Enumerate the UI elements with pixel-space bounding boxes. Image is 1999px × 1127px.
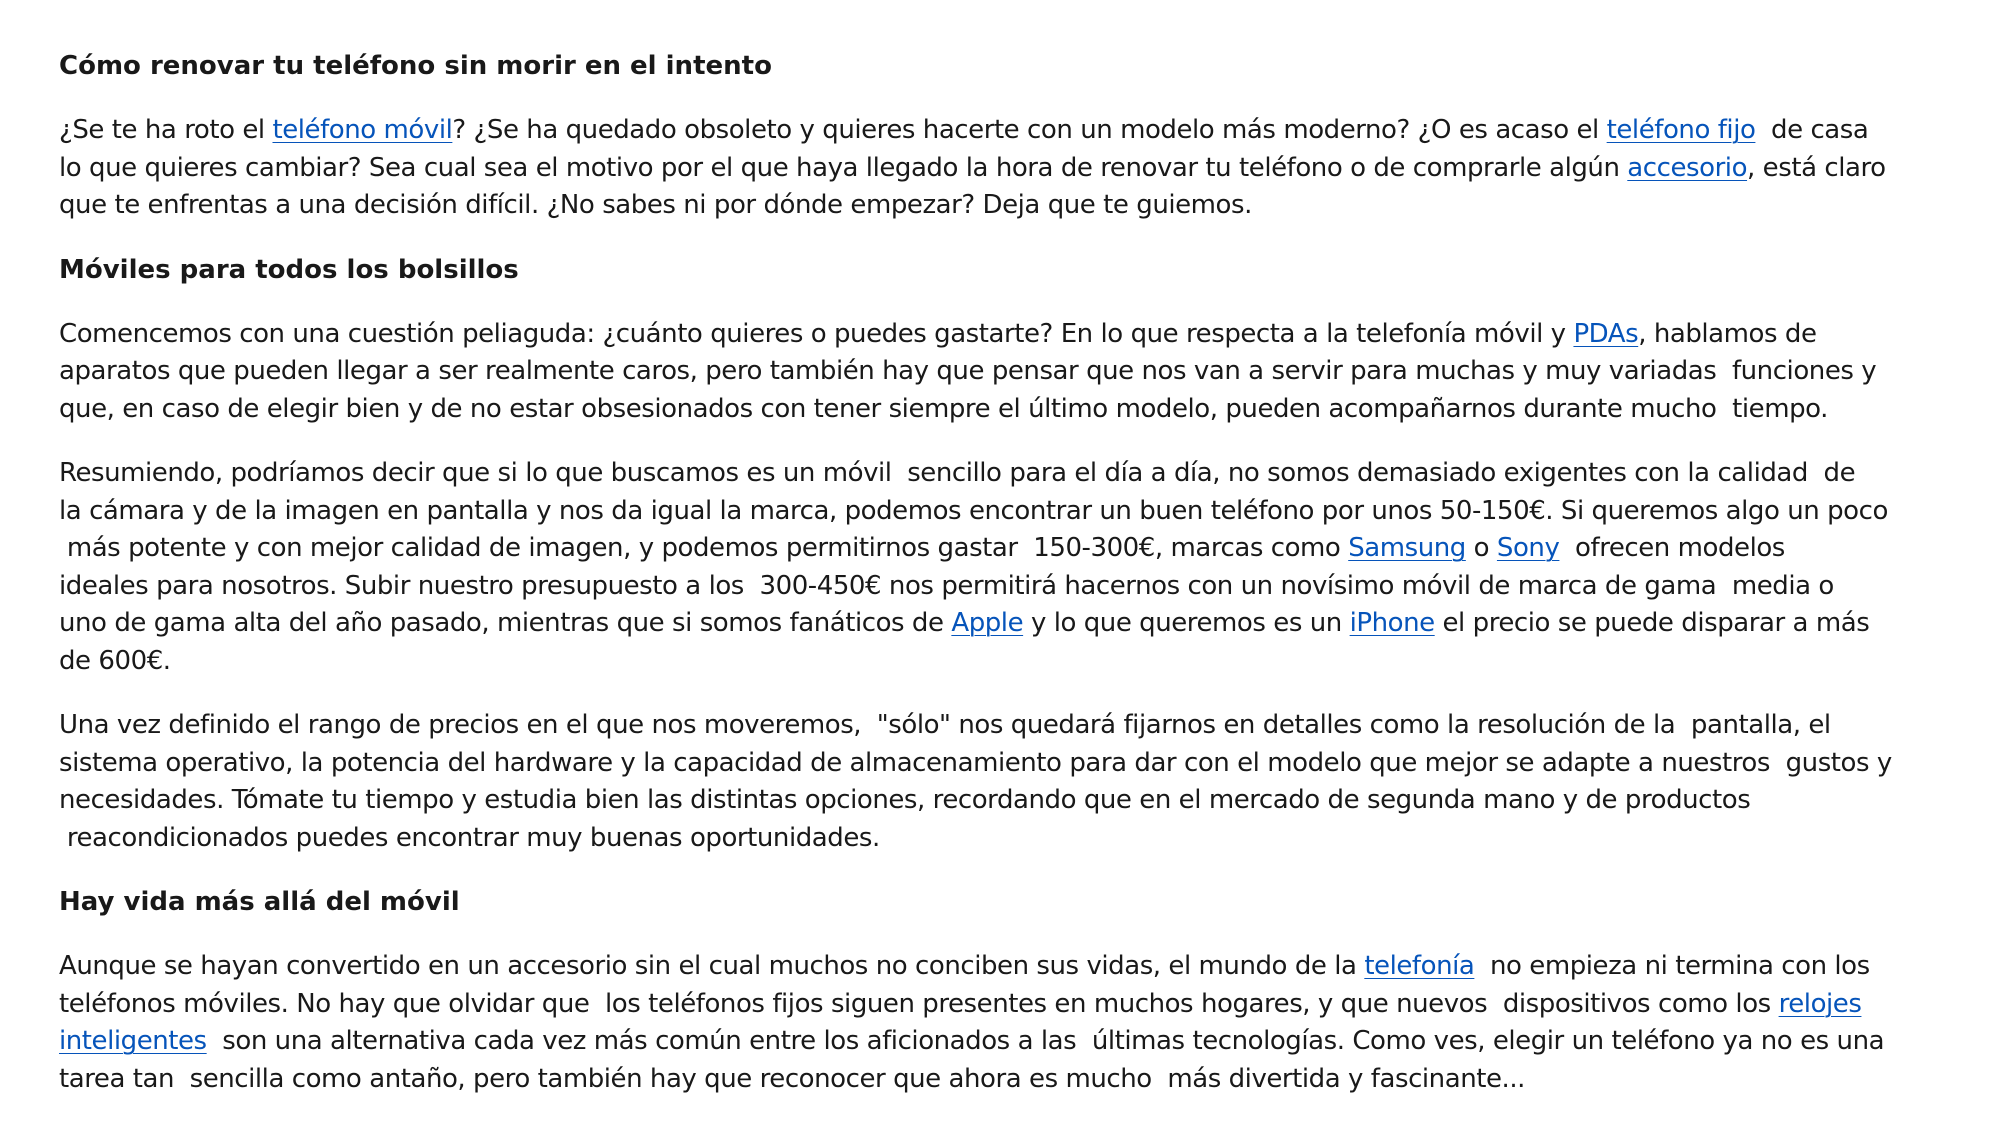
text-segment: más potente y con mejor calidad de imagen, y podemos permitirnos gastar 150-300€, marcas como xyxy=(59,533,1349,563)
text-line: ideales para nosotros. Subir nuestro presupuesto a los 300-450€ nos permitirá hacernos con un novísimo móvil de marca de gama media o xyxy=(59,570,1834,601)
text-segment: , hablamos de xyxy=(1638,318,1817,349)
text-line: tarea tan sencilla como antaño, pero también hay que reconocer que ahora es mucho más divertida y fascinante... xyxy=(59,1063,1525,1094)
link-telefonia[interactable]: telefonía xyxy=(1364,951,1475,981)
text-line xyxy=(59,948,1979,986)
text-line xyxy=(59,316,1979,354)
paragraph-mas-alla-movil xyxy=(59,948,1979,1098)
text-segment: , está claro xyxy=(1747,152,1886,183)
link-iphone[interactable]: iPhone xyxy=(1349,608,1435,638)
text-segment: el precio se puede disparar a más xyxy=(1434,608,1870,638)
text-segment: lo que quieres cambiar? Sea cual sea el motivo por el que haya llegado la hora de renovar tu teléfono o de comprarle algún xyxy=(59,152,1628,183)
text-line: Resumiendo, podríamos decir que si lo que buscamos es un móvil sencillo para el día a día, no somos demasiado exigentes con la calidad de xyxy=(59,458,1856,488)
text-segment: Aunque se hayan convertido en un accesorio sin el cual muchos no conciben sus vidas, el mundo de la xyxy=(59,951,1365,981)
link-apple[interactable]: Apple xyxy=(951,608,1024,638)
text-line xyxy=(59,605,1979,643)
text-line: sistema operativo, la potencia del hardware y la capacidad de almacenamiento para dar con el modelo que mejor se adapte a nuestros gustos y xyxy=(59,747,1892,778)
link-telefono-fijo[interactable]: teléfono fijo xyxy=(1606,115,1756,145)
paragraph-presupuesto xyxy=(59,316,1979,429)
paragraph-resumiendo xyxy=(59,455,1979,680)
text-line: la cámara y de la imagen en pantalla y nos da igual la marca, podemos encontrar un buen teléfono por unos 50-150€. Si queremos algo un poco xyxy=(59,495,1888,526)
text-segment: y lo que queremos es un xyxy=(1023,608,1350,638)
link-samsung[interactable]: Samsung xyxy=(1348,533,1466,563)
text-line xyxy=(59,530,1979,568)
text-line: necesidades. Tómate tu tiempo y estudia bien las distintas opciones, recordando que en el mercado de segunda mano y de productos xyxy=(59,785,1751,815)
paragraph-intro xyxy=(59,112,1979,225)
heading-moviles-bolsillos: Móviles para todos los bolsillos xyxy=(59,254,519,285)
text-line: que te enfrentas a una decisión difícil. ¿No sabes ni por dónde empezar? Deja que te guiemos. xyxy=(59,190,1252,220)
text-segment: o xyxy=(1465,533,1497,563)
text-segment: no empieza ni termina con los xyxy=(1474,951,1870,981)
link-relojes-inteligentes[interactable]: inteligentes xyxy=(59,1026,207,1056)
text-line: Una vez definido el rango de precios en el que nos moveremos, "sólo" nos quedará fijarnos en detalles como la resolución de la pantalla, el xyxy=(59,710,1831,740)
link-pdas[interactable]: PDAs xyxy=(1573,318,1639,349)
text-line xyxy=(59,112,1979,150)
article xyxy=(59,48,1979,1125)
text-segment: de casa xyxy=(1755,115,1869,145)
link-relojes-inteligentes[interactable]: relojes xyxy=(1778,988,1862,1019)
text-segment: son una alternativa cada vez más común entre los aficionados a las últimas tecnologías. Como ves, elegir un teléfono ya no es una xyxy=(206,1026,1885,1056)
text-line xyxy=(59,986,1979,1024)
link-sony[interactable]: Sony xyxy=(1496,533,1560,563)
text-line xyxy=(59,150,1979,188)
heading-vida-mas-alla: Hay vida más allá del móvil xyxy=(59,887,460,917)
link-accesorio[interactable]: accesorio xyxy=(1627,152,1748,183)
text-line: aparatos que pueden llegar a ser realmente caros, pero también hay que pensar que nos van a servir para muchas y muy variadas funciones y xyxy=(59,356,1877,386)
text-line: reacondicionados puedes encontrar muy buenas oportunidades. xyxy=(59,822,880,853)
text-segment: ? ¿Se ha quedado obsoleto y quieres hacerte con un modelo más moderno? ¿O es acaso el xyxy=(452,115,1607,145)
text-segment: uno de gama alta del año pasado, mientras que si somos fanáticos de xyxy=(59,608,952,638)
heading-renovar-telefono: Cómo renovar tu teléfono sin morir en el intento xyxy=(59,51,772,81)
paragraph-rango-precios xyxy=(59,707,1979,857)
text-line: de 600€. xyxy=(59,645,171,676)
text-segment: ¿Se te ha roto el xyxy=(59,115,273,145)
text-line: que, en caso de elegir bien y de no estar obsesionados con tener siempre el último modelo, pueden acompañarnos durante mucho tiempo. xyxy=(59,393,1828,424)
text-line xyxy=(59,1023,1979,1061)
text-segment: Comencemos con una cuestión peliaguda: ¿cuánto quieres o puedes gastarte? En lo que respecta a la telefonía móvil y xyxy=(59,318,1574,349)
link-telefono-movil[interactable]: teléfono móvil xyxy=(272,115,453,145)
text-segment: teléfonos móviles. No hay que olvidar que los teléfonos fijos siguen presentes en muchos hogares, y que nuevos dispositivos como los xyxy=(59,988,1779,1019)
text-segment: ofrecen modelos xyxy=(1559,533,1785,563)
